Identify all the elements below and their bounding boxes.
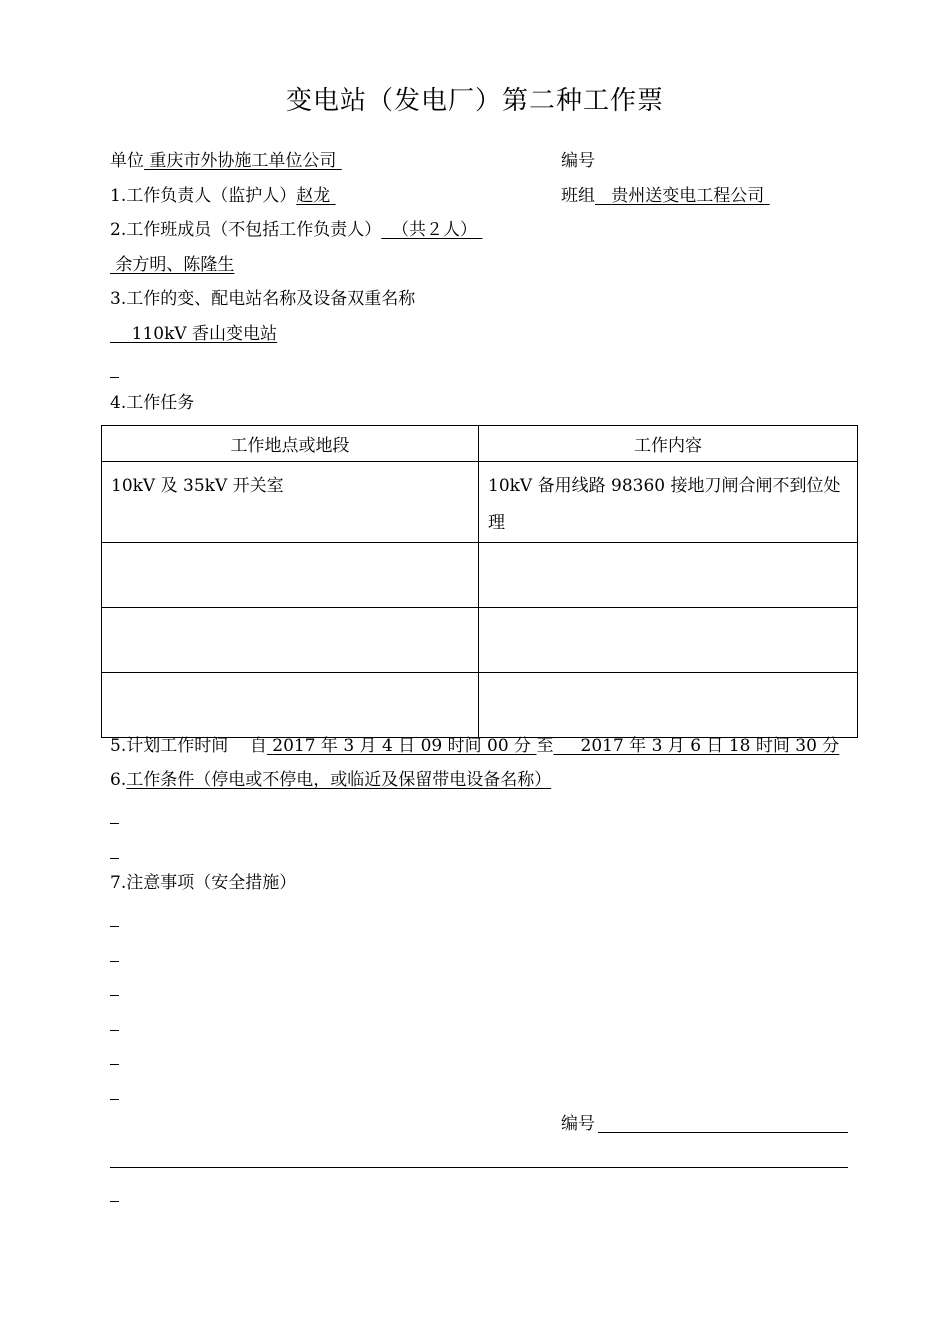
number-label: 编号	[561, 151, 595, 171]
blank-line	[110, 961, 119, 962]
table-header-row	[102, 426, 858, 462]
task-table	[101, 425, 858, 738]
content-cell[interactable]	[479, 608, 858, 673]
table-row	[102, 543, 858, 608]
table-row	[102, 462, 858, 543]
team-label: 班组	[561, 186, 595, 206]
members-row	[110, 255, 234, 275]
unit-label: 单位	[110, 151, 144, 171]
blank-line	[110, 1201, 119, 1202]
to-label: 至	[536, 736, 554, 756]
blank-line	[110, 926, 119, 927]
item2-row	[110, 220, 482, 240]
location-cell[interactable]	[102, 673, 479, 738]
column-header-location: 工作地点或地段	[102, 426, 479, 462]
substation-value[interactable]: 110kV 香山变电站	[131, 324, 278, 344]
content-cell[interactable]	[479, 543, 858, 608]
item6-number: 6.	[110, 770, 127, 790]
column-header-content: 工作内容	[479, 426, 858, 462]
team-value[interactable]: 贵州送变电工程公司	[611, 186, 765, 206]
item4-label: 4.工作任务	[110, 393, 195, 413]
footer-number-label: 编号	[561, 1114, 595, 1134]
item3-label: 3.工作的变、配电站名称及设备双重名称	[110, 289, 416, 309]
item6-row	[110, 770, 551, 790]
responsible-person-value[interactable]: 赵龙	[296, 186, 331, 206]
content-cell[interactable]	[479, 673, 858, 738]
unit-row	[110, 151, 342, 171]
blank-line	[110, 858, 119, 859]
end-time-value[interactable]: 2017 年 3 月 6 日 18 时间 30 分	[580, 736, 840, 756]
start-time-value[interactable]: 2017 年 3 月 4 日 09 时间 00 分	[272, 736, 532, 756]
blank-line	[110, 995, 119, 996]
team-row	[561, 186, 770, 206]
item5-label: 5.计划工作时间	[110, 736, 229, 756]
members-value[interactable]: 余方明、陈隆生	[115, 255, 235, 275]
divider	[110, 1167, 848, 1168]
table-row	[102, 608, 858, 673]
item6-label: 工作条件（停电或不停电，或临近及保留带电设备名称）	[126, 770, 552, 790]
item1-row	[110, 186, 336, 206]
unit-value[interactable]: 重庆市外协施工单位公司	[149, 151, 337, 171]
location-cell[interactable]: 10kV 及 35kV 开关室	[102, 462, 479, 543]
member-count-value[interactable]: （共２人）	[392, 220, 478, 240]
blank-line	[110, 823, 119, 824]
item2-label: 2.工作班成员（不包括工作负责人）	[110, 220, 382, 240]
table-row	[102, 673, 858, 738]
item5-row	[110, 736, 839, 756]
blank-line	[110, 1030, 119, 1031]
location-cell[interactable]	[102, 608, 479, 673]
content-cell[interactable]: 10kV 备用线路 98360 接地刀闸合闸不到位处理	[479, 462, 858, 543]
item7-label: 7.注意事项（安全措施）	[110, 873, 297, 893]
blank-line	[110, 1099, 119, 1100]
item1-label: 1.工作负责人（监护人）	[110, 186, 297, 206]
blank-line	[110, 377, 119, 378]
blank-line	[110, 1064, 119, 1065]
item3-row	[110, 324, 277, 344]
from-label: 自	[249, 736, 267, 756]
page-title: 变电站（发电厂）第二种工作票	[285, 86, 664, 116]
footer-number-field[interactable]	[598, 1132, 848, 1133]
location-cell[interactable]	[102, 543, 479, 608]
